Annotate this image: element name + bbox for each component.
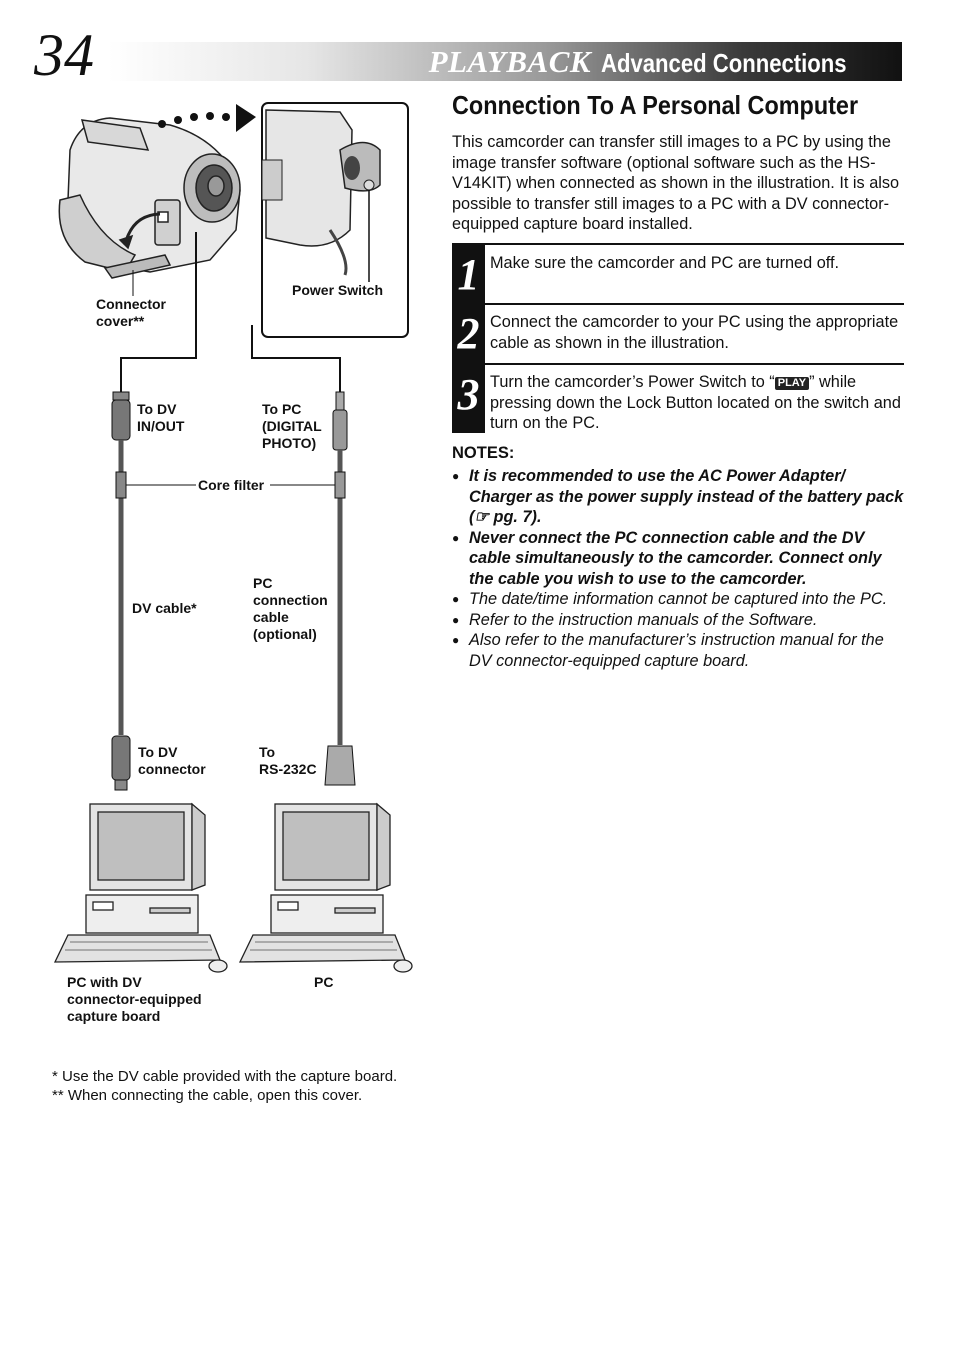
section-name: PLAYBACK — [428, 44, 592, 79]
subsection-name: Advanced Connections — [601, 48, 847, 78]
step-number: 3 — [452, 365, 485, 433]
note-item: ● Also refer to the manufacturer’s instruction manual for the DV connector-equipped capture board. — [452, 630, 908, 671]
camcorder-illustration — [59, 118, 240, 278]
pc-illustration — [240, 804, 412, 972]
to-dv-connector-label: To DV connector — [138, 744, 206, 777]
page-number: 34 — [34, 22, 94, 88]
step-number: 1 — [452, 245, 485, 304]
notes-heading: NOTES: — [452, 444, 515, 462]
note-item: ● It is recommended to use the AC Power Adapter/ Charger as the power supply instead of the battery pack (☞ pg. 7). — [452, 466, 908, 528]
footnote: ** When connecting the cable, open this cover. — [52, 1086, 363, 1104]
to-pc-digital-photo-label: To PC (DIGITAL PHOTO) — [262, 401, 322, 451]
step-text: Make sure the camcorder and PC are turned off. — [490, 254, 840, 272]
note-item: ● The date/time information cannot be captured into the PC. — [452, 589, 908, 610]
note-item: ● Never connect the PC connection cable and the DV cable simultaneously to the camcorder. Connect only the cable you wish to use to the camcorder. — [452, 528, 908, 590]
pc-connection-cable — [325, 392, 355, 785]
pc-with-dv-label: PC with DV connector-equipped capture board — [67, 974, 202, 1024]
dv-cable-label: DV cable* — [132, 600, 197, 616]
dv-cable — [112, 392, 130, 790]
play-mode-badge: PLAY — [775, 377, 809, 390]
note-item: ● Refer to the instruction manuals of the Software. — [452, 610, 908, 631]
pc-connection-cable-label: PC connection cable (optional) — [253, 575, 328, 642]
core-filter-label: Core filter — [198, 477, 265, 493]
connector-cover-label: Connector cover** — [96, 296, 166, 329]
step-number: 2 — [452, 305, 485, 363]
step-text: Connect the camcorder to your PC using the appropriate cable as shown in the illustration. — [490, 313, 899, 352]
power-switch-inset — [262, 103, 408, 337]
to-dv-in-out-label: To DV IN/OUT — [137, 401, 185, 434]
pc-with-dv-illustration — [55, 804, 227, 972]
intro-paragraph: This camcorder can transfer still images to a PC by using the image transfer software (optional software such as the HS-V14KIT) when connected as shown in the illustration. It is also possible to transfer still images to a PC with a DV connector-equipped capture board installed. — [452, 133, 900, 233]
step-text-before: Turn the camcorder’s Power Switch to “ — [490, 373, 775, 391]
pc-label: PC — [314, 974, 334, 990]
power-switch-label: Power Switch — [292, 282, 384, 298]
to-rs232c-label: To RS-232C — [259, 744, 317, 777]
step-text-after: ” while pressing down the Lock Button located on the switch and turn on the PC. — [490, 373, 901, 432]
footnote: * Use the DV cable provided with the capture board. — [52, 1068, 398, 1085]
section-title: Connection To A Personal Computer — [452, 90, 859, 120]
footnotes — [52, 1068, 397, 1105]
